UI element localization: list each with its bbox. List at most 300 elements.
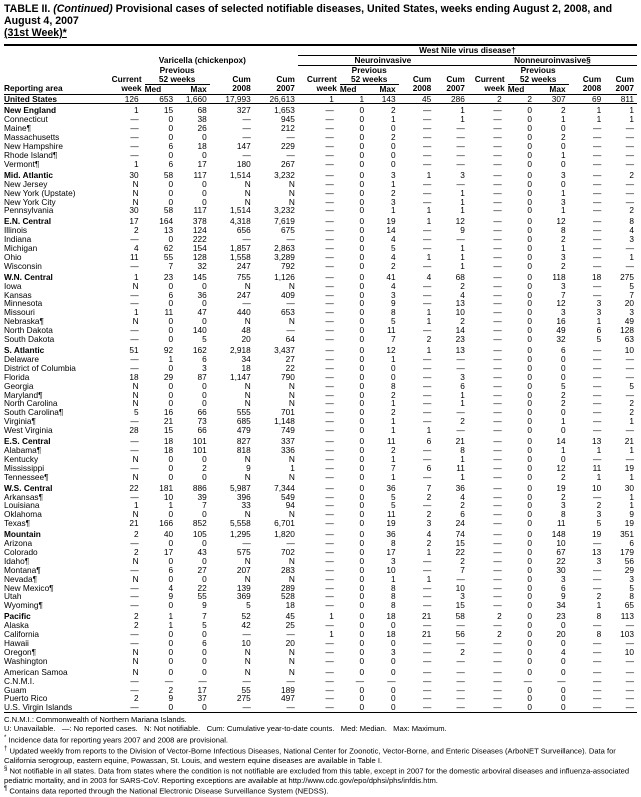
value-cell: 3 — [426, 518, 432, 529]
value-cell: 148 — [551, 529, 566, 540]
value-cell: 58 — [163, 205, 174, 216]
value-cell: 275 — [236, 693, 251, 704]
value-cell: — — [592, 564, 602, 575]
value-cell: 66 — [197, 425, 207, 436]
value-cell: 0 — [527, 234, 532, 245]
value-cell: 1 — [460, 398, 465, 409]
value-cell: — — [592, 655, 602, 666]
value-cell: 164 — [159, 216, 174, 227]
value-cell: — — [422, 225, 432, 236]
value-cell: — — [592, 684, 602, 695]
value-cell: 2 — [460, 646, 465, 657]
value-cell: 0 — [168, 325, 174, 336]
value-cell: — — [325, 353, 334, 364]
value-cell: 21 — [422, 611, 432, 622]
reporting-area-cell: Mid. Atlantic — [4, 169, 54, 180]
value-cell: N — [244, 280, 251, 291]
value-cell: — — [592, 416, 602, 427]
value-cell: 0 — [168, 538, 174, 549]
value-cell: 0 — [527, 169, 532, 180]
value-cell: 0 — [359, 693, 365, 704]
value-cell: — — [422, 638, 432, 648]
neuro-subheader: Neuroinvasive — [298, 55, 468, 65]
value-cell: 21 — [455, 436, 465, 447]
value-cell: — — [592, 141, 602, 152]
reporting-area-cell: District of Columbia — [4, 362, 76, 373]
reporting-area-cell: Wyoming¶ — [4, 600, 43, 611]
value-cell: 162 — [192, 345, 207, 355]
value-cell: — — [625, 655, 634, 666]
reporting-area-cell: Oklahoma — [4, 509, 42, 520]
value-cell: N — [132, 178, 139, 189]
value-cell: 6 — [168, 289, 174, 300]
value-cell: — — [592, 251, 602, 262]
value-cell: 0 — [527, 389, 532, 400]
value-cell: 212 — [281, 123, 295, 134]
value-cell: — — [456, 407, 465, 418]
value-cell: — — [325, 482, 334, 493]
value-cell: 1 — [460, 260, 465, 271]
value-cell: — — [493, 169, 502, 180]
value-cell: 49 — [624, 316, 634, 327]
value-cell: — — [625, 620, 634, 631]
value-cell: 0 — [168, 149, 174, 160]
value-cell: 0 — [527, 482, 532, 493]
value-cell: 1 — [390, 471, 396, 482]
previous-header: Previous — [351, 64, 387, 75]
med-header: Med — [507, 83, 525, 94]
value-cell: 4 — [460, 289, 465, 300]
cum2007-header: 2007 — [276, 83, 295, 94]
value-cell: — — [130, 629, 139, 640]
value-cell: — — [493, 187, 502, 198]
value-cell: 4 — [168, 582, 174, 593]
value-cell: — — [286, 629, 295, 640]
value-cell: 1,660 — [185, 93, 207, 104]
value-cell: — — [422, 298, 432, 309]
table-row — [4, 226, 637, 235]
value-cell: 0 — [359, 178, 365, 189]
value-cell: 126 — [124, 93, 139, 104]
value-cell: 5 — [390, 243, 396, 254]
value-cell: 13 — [455, 298, 465, 309]
value-cell: 16 — [556, 316, 566, 327]
value-cell: 0 — [359, 611, 365, 622]
value-cell: — — [493, 398, 502, 409]
value-cell: 11 — [164, 307, 174, 318]
value-cell: 25 — [285, 620, 295, 631]
value-cell: — — [422, 444, 432, 455]
value-cell: — — [130, 123, 139, 134]
value-cell: 247 — [236, 260, 251, 271]
value-cell: N — [132, 509, 139, 520]
value-cell: 43 — [197, 546, 207, 557]
value-cell: 128 — [192, 251, 207, 262]
table-row — [4, 610, 637, 621]
value-cell: 9 — [168, 693, 174, 704]
value-cell: — — [325, 271, 334, 282]
value-cell: — — [456, 655, 465, 666]
value-cell: 0 — [202, 666, 207, 677]
value-cell: 0 — [359, 453, 365, 464]
value-cell: — — [286, 538, 295, 549]
value-cell: — — [625, 684, 634, 695]
value-cell: — — [592, 491, 602, 502]
value-cell: 2 — [497, 93, 502, 104]
value-cell: — — [592, 243, 602, 254]
table-row — [4, 666, 637, 677]
value-cell: 0 — [359, 600, 365, 611]
value-cell: 3 — [390, 289, 396, 300]
value-cell: — — [625, 362, 634, 373]
value-cell: — — [592, 353, 602, 364]
value-cell: 0 — [202, 471, 207, 482]
value-cell: 23 — [455, 334, 465, 345]
table-row — [4, 566, 637, 575]
value-cell: 0 — [527, 325, 532, 336]
value-cell: — — [130, 416, 139, 427]
value-cell: 3 — [460, 169, 465, 180]
value-cell: 0 — [359, 334, 365, 345]
value-cell: 52 — [241, 611, 251, 622]
value-cell: 0 — [527, 591, 532, 602]
value-cell: 0 — [202, 538, 207, 549]
value-cell: 0 — [359, 462, 365, 473]
reporting-area-cell: New Hampshire — [4, 141, 64, 152]
value-cell: 48 — [241, 325, 251, 336]
table-row — [4, 584, 637, 593]
value-cell: 0 — [168, 600, 174, 611]
value-cell: — — [456, 620, 465, 631]
value-cell: 2 — [426, 334, 432, 345]
value-cell: 17 — [386, 546, 396, 557]
value-cell: 67 — [556, 546, 566, 557]
value-cell: — — [456, 178, 465, 189]
value-cell: 5 — [596, 518, 602, 529]
value-cell: 5 — [629, 582, 634, 593]
value-cell: 6 — [596, 325, 602, 336]
value-cell: N — [244, 646, 251, 657]
table-row — [4, 686, 637, 695]
value-cell: 307 — [551, 93, 566, 104]
value-cell: — — [625, 260, 634, 271]
value-cell: 55 — [197, 591, 207, 602]
value-cell: 8 — [629, 591, 634, 602]
value-cell: 0 — [527, 509, 532, 520]
value-cell: 0 — [359, 684, 365, 695]
value-cell: — — [625, 693, 634, 704]
value-cell: 2 — [596, 500, 602, 511]
value-cell: 0 — [202, 655, 207, 666]
value-cell: 3 — [390, 169, 396, 180]
value-cell: 0 — [527, 316, 532, 327]
value-cell: 27 — [197, 564, 207, 575]
value-cell: 0 — [359, 362, 365, 373]
value-cell: 5 — [390, 491, 396, 502]
value-cell: — — [325, 416, 334, 427]
reporting-area-cell: New York (Upstate) — [4, 187, 76, 198]
footnote-star: * Incidence data for reporting years 2007 and 2008 are provisional. — [4, 734, 228, 745]
value-cell: 1 — [629, 444, 634, 455]
value-cell: — — [592, 407, 602, 418]
table-row — [4, 169, 637, 180]
max-header: Max — [379, 83, 396, 94]
value-cell: 1 — [560, 243, 566, 254]
value-cell: 0 — [359, 482, 365, 493]
value-cell: — — [493, 462, 502, 473]
value-cell: 28 — [129, 425, 139, 436]
value-cell: — — [493, 500, 502, 511]
varicella-group-header: Varicella (chickenpox) — [158, 54, 246, 65]
value-cell: — — [422, 666, 432, 677]
reporting-area-cell: Nebraska¶ — [4, 316, 44, 327]
value-cell: — — [130, 149, 139, 160]
table-row — [4, 464, 637, 473]
value-cell: — — [130, 114, 139, 125]
table-row — [4, 408, 637, 417]
value-cell: — — [493, 436, 502, 447]
table-row — [4, 189, 637, 198]
value-cell: 22 — [197, 582, 207, 593]
value-cell: 0 — [359, 582, 365, 593]
value-cell: 0 — [527, 178, 532, 189]
value-cell: — — [493, 307, 502, 318]
reporting-area-cell: North Dakota — [4, 325, 53, 336]
value-cell: 1 — [460, 389, 465, 400]
value-cell: N — [244, 666, 251, 677]
table-row — [4, 198, 637, 207]
value-cell: — — [592, 196, 602, 207]
value-cell: 0 — [359, 205, 365, 216]
value-cell: 0 — [527, 693, 532, 704]
value-cell: 2 — [390, 105, 396, 116]
value-cell: — — [422, 655, 432, 666]
value-cell: — — [130, 491, 139, 502]
value-cell: 0 — [359, 234, 365, 245]
footnotes — [4, 716, 637, 797]
value-cell: 2 — [202, 462, 207, 473]
value-cell: 11 — [556, 518, 566, 529]
value-cell: — — [242, 675, 251, 686]
value-cell: 1,514 — [230, 169, 251, 180]
value-cell: — — [422, 289, 432, 300]
value-cell: — — [325, 398, 334, 409]
value-cell: — — [422, 453, 432, 464]
value-cell: 3 — [596, 555, 602, 566]
value-cell: 0 — [527, 123, 532, 134]
table-row — [4, 235, 637, 244]
week-label: (31st Week)* — [4, 27, 67, 39]
reporting-area-cell: Maine¶ — [4, 123, 32, 134]
value-cell: 3 — [560, 280, 566, 291]
value-cell: — — [242, 123, 251, 134]
reporting-area-header: Reporting area — [4, 83, 63, 94]
value-cell: 0 — [527, 638, 532, 648]
value-cell: — — [592, 169, 602, 180]
value-cell: — — [493, 546, 502, 557]
value-cell: 33 — [241, 500, 251, 511]
value-cell: — — [592, 675, 602, 686]
value-cell: — — [422, 684, 432, 695]
value-cell: 702 — [281, 546, 295, 557]
value-cell: N — [132, 555, 139, 566]
value-cell: — — [456, 425, 465, 436]
value-cell: 0 — [359, 316, 365, 327]
value-cell: — — [130, 444, 139, 455]
value-cell: 0 — [202, 280, 207, 291]
value-cell: — — [325, 518, 334, 529]
value-cell: 5 — [390, 316, 396, 327]
value-cell: 0 — [168, 646, 174, 657]
value-cell: N — [288, 555, 295, 566]
value-cell: — — [422, 389, 432, 400]
value-cell: 179 — [620, 546, 634, 557]
value-cell: — — [592, 398, 602, 409]
value-cell: N — [288, 471, 295, 482]
value-cell: 11 — [130, 251, 139, 262]
value-cell: 87 — [197, 371, 207, 382]
value-cell: 7 — [168, 260, 174, 271]
value-cell: 701 — [281, 407, 295, 418]
value-cell: 0 — [560, 453, 566, 464]
value-cell: 20 — [285, 638, 295, 648]
value-cell: 24 — [455, 518, 465, 529]
cum2008-header: 2008 — [232, 83, 251, 94]
value-cell: 18 — [386, 611, 396, 622]
reporting-area-cell: Kansas — [4, 289, 32, 300]
value-cell: 1 — [629, 500, 634, 511]
value-cell: N — [288, 280, 295, 291]
value-cell: 23 — [163, 271, 174, 282]
value-cell: 17 — [163, 546, 174, 557]
value-cell: 3,289 — [274, 251, 295, 262]
value-cell: 0 — [390, 362, 396, 373]
value-cell: 10 — [624, 646, 634, 657]
value-cell: 105 — [192, 529, 207, 540]
value-cell: 0 — [527, 345, 532, 355]
value-cell: 0 — [527, 251, 532, 262]
value-cell: 3 — [560, 196, 566, 207]
table-row — [4, 308, 637, 317]
reporting-area-cell: W.S. Central — [4, 482, 53, 493]
value-cell: — — [493, 132, 502, 143]
value-cell: — — [592, 573, 602, 584]
value-cell: — — [422, 582, 432, 593]
value-cell: — — [625, 243, 634, 254]
table-row — [4, 291, 637, 300]
value-cell: — — [493, 646, 502, 657]
value-cell: N — [244, 509, 251, 520]
value-cell: 36 — [386, 529, 396, 540]
value-cell: 0 — [359, 307, 365, 318]
value-cell: 20 — [241, 334, 251, 345]
value-cell: 4 — [460, 491, 465, 502]
reporting-area-cell: Illinois — [4, 225, 28, 236]
value-cell: 0 — [390, 141, 396, 152]
value-cell: — — [422, 196, 432, 207]
value-cell: 1 — [596, 114, 602, 125]
value-cell: 0 — [560, 362, 566, 373]
reporting-area-cell: Pennsylvania — [4, 205, 54, 216]
value-cell: 0 — [168, 666, 174, 677]
value-cell: 7,619 — [274, 216, 295, 227]
reporting-area-cell: Texas¶ — [4, 518, 31, 529]
value-cell: 0 — [527, 655, 532, 666]
value-cell: — — [592, 702, 602, 713]
value-cell: — — [625, 638, 634, 648]
value-cell: 22 — [285, 362, 295, 373]
value-cell: — — [130, 702, 139, 713]
reporting-area-cell: E.S. Central — [4, 436, 51, 447]
value-cell: — — [493, 518, 502, 529]
value-cell: 0 — [359, 187, 365, 198]
value-cell: 7,344 — [274, 482, 295, 493]
weeks52-header: 52 weeks — [340, 75, 399, 84]
value-cell: 3 — [560, 169, 566, 180]
value-cell: — — [625, 196, 634, 207]
value-cell: — — [387, 675, 396, 686]
value-cell: 47 — [197, 307, 207, 318]
value-cell: — — [325, 307, 334, 318]
value-cell: 58 — [455, 611, 465, 622]
value-cell: — — [325, 316, 334, 327]
value-cell: 1 — [134, 307, 139, 318]
value-cell: — — [130, 564, 139, 575]
value-cell: 1 — [629, 105, 634, 116]
value-cell: — — [493, 225, 502, 236]
value-cell: 0 — [527, 362, 532, 373]
value-cell: 0 — [168, 555, 174, 566]
value-cell: — — [493, 666, 502, 677]
table-row — [4, 94, 637, 104]
value-cell: 1 — [390, 353, 396, 364]
value-cell: 396 — [236, 491, 251, 502]
value-cell: — — [456, 141, 465, 152]
value-cell: 1 — [560, 187, 566, 198]
value-cell: 1 — [596, 600, 602, 611]
value-cell: 21 — [129, 518, 139, 529]
value-cell: 2 — [629, 169, 634, 180]
value-cell: — — [422, 620, 432, 631]
table-row — [4, 677, 637, 686]
footnote-legend: U: Unavailable. —: No reported cases. N: Not notifiable. Cum: Cumulative year-to-date counts. Med: Median. Max: Maximum. — [4, 724, 447, 734]
value-cell: — — [325, 655, 334, 666]
value-cell: — — [625, 702, 634, 713]
value-cell: 1 — [596, 471, 602, 482]
value-cell: — — [493, 675, 502, 686]
value-cell: — — [493, 620, 502, 631]
reporting-area-cell: Arkansas¶ — [4, 491, 44, 502]
value-cell: 0 — [359, 573, 365, 584]
value-cell: — — [592, 216, 602, 227]
value-cell: — — [242, 298, 251, 309]
value-cell: — — [456, 702, 465, 713]
value-cell: — — [592, 225, 602, 236]
value-cell: — — [325, 114, 334, 125]
value-cell: — — [422, 416, 432, 427]
reporting-area-cell: Minnesota — [4, 298, 43, 309]
weeks52-header: 52 weeks — [145, 75, 210, 84]
value-cell: — — [422, 243, 432, 254]
value-cell: 0 — [560, 178, 566, 189]
value-cell: — — [422, 325, 432, 336]
value-cell: 0 — [390, 620, 396, 631]
value-cell: 180 — [236, 158, 251, 169]
reporting-area-cell: Pacific — [4, 611, 31, 622]
value-cell: 1 — [390, 573, 396, 584]
value-cell: — — [493, 334, 502, 345]
blank — [4, 65, 107, 74]
